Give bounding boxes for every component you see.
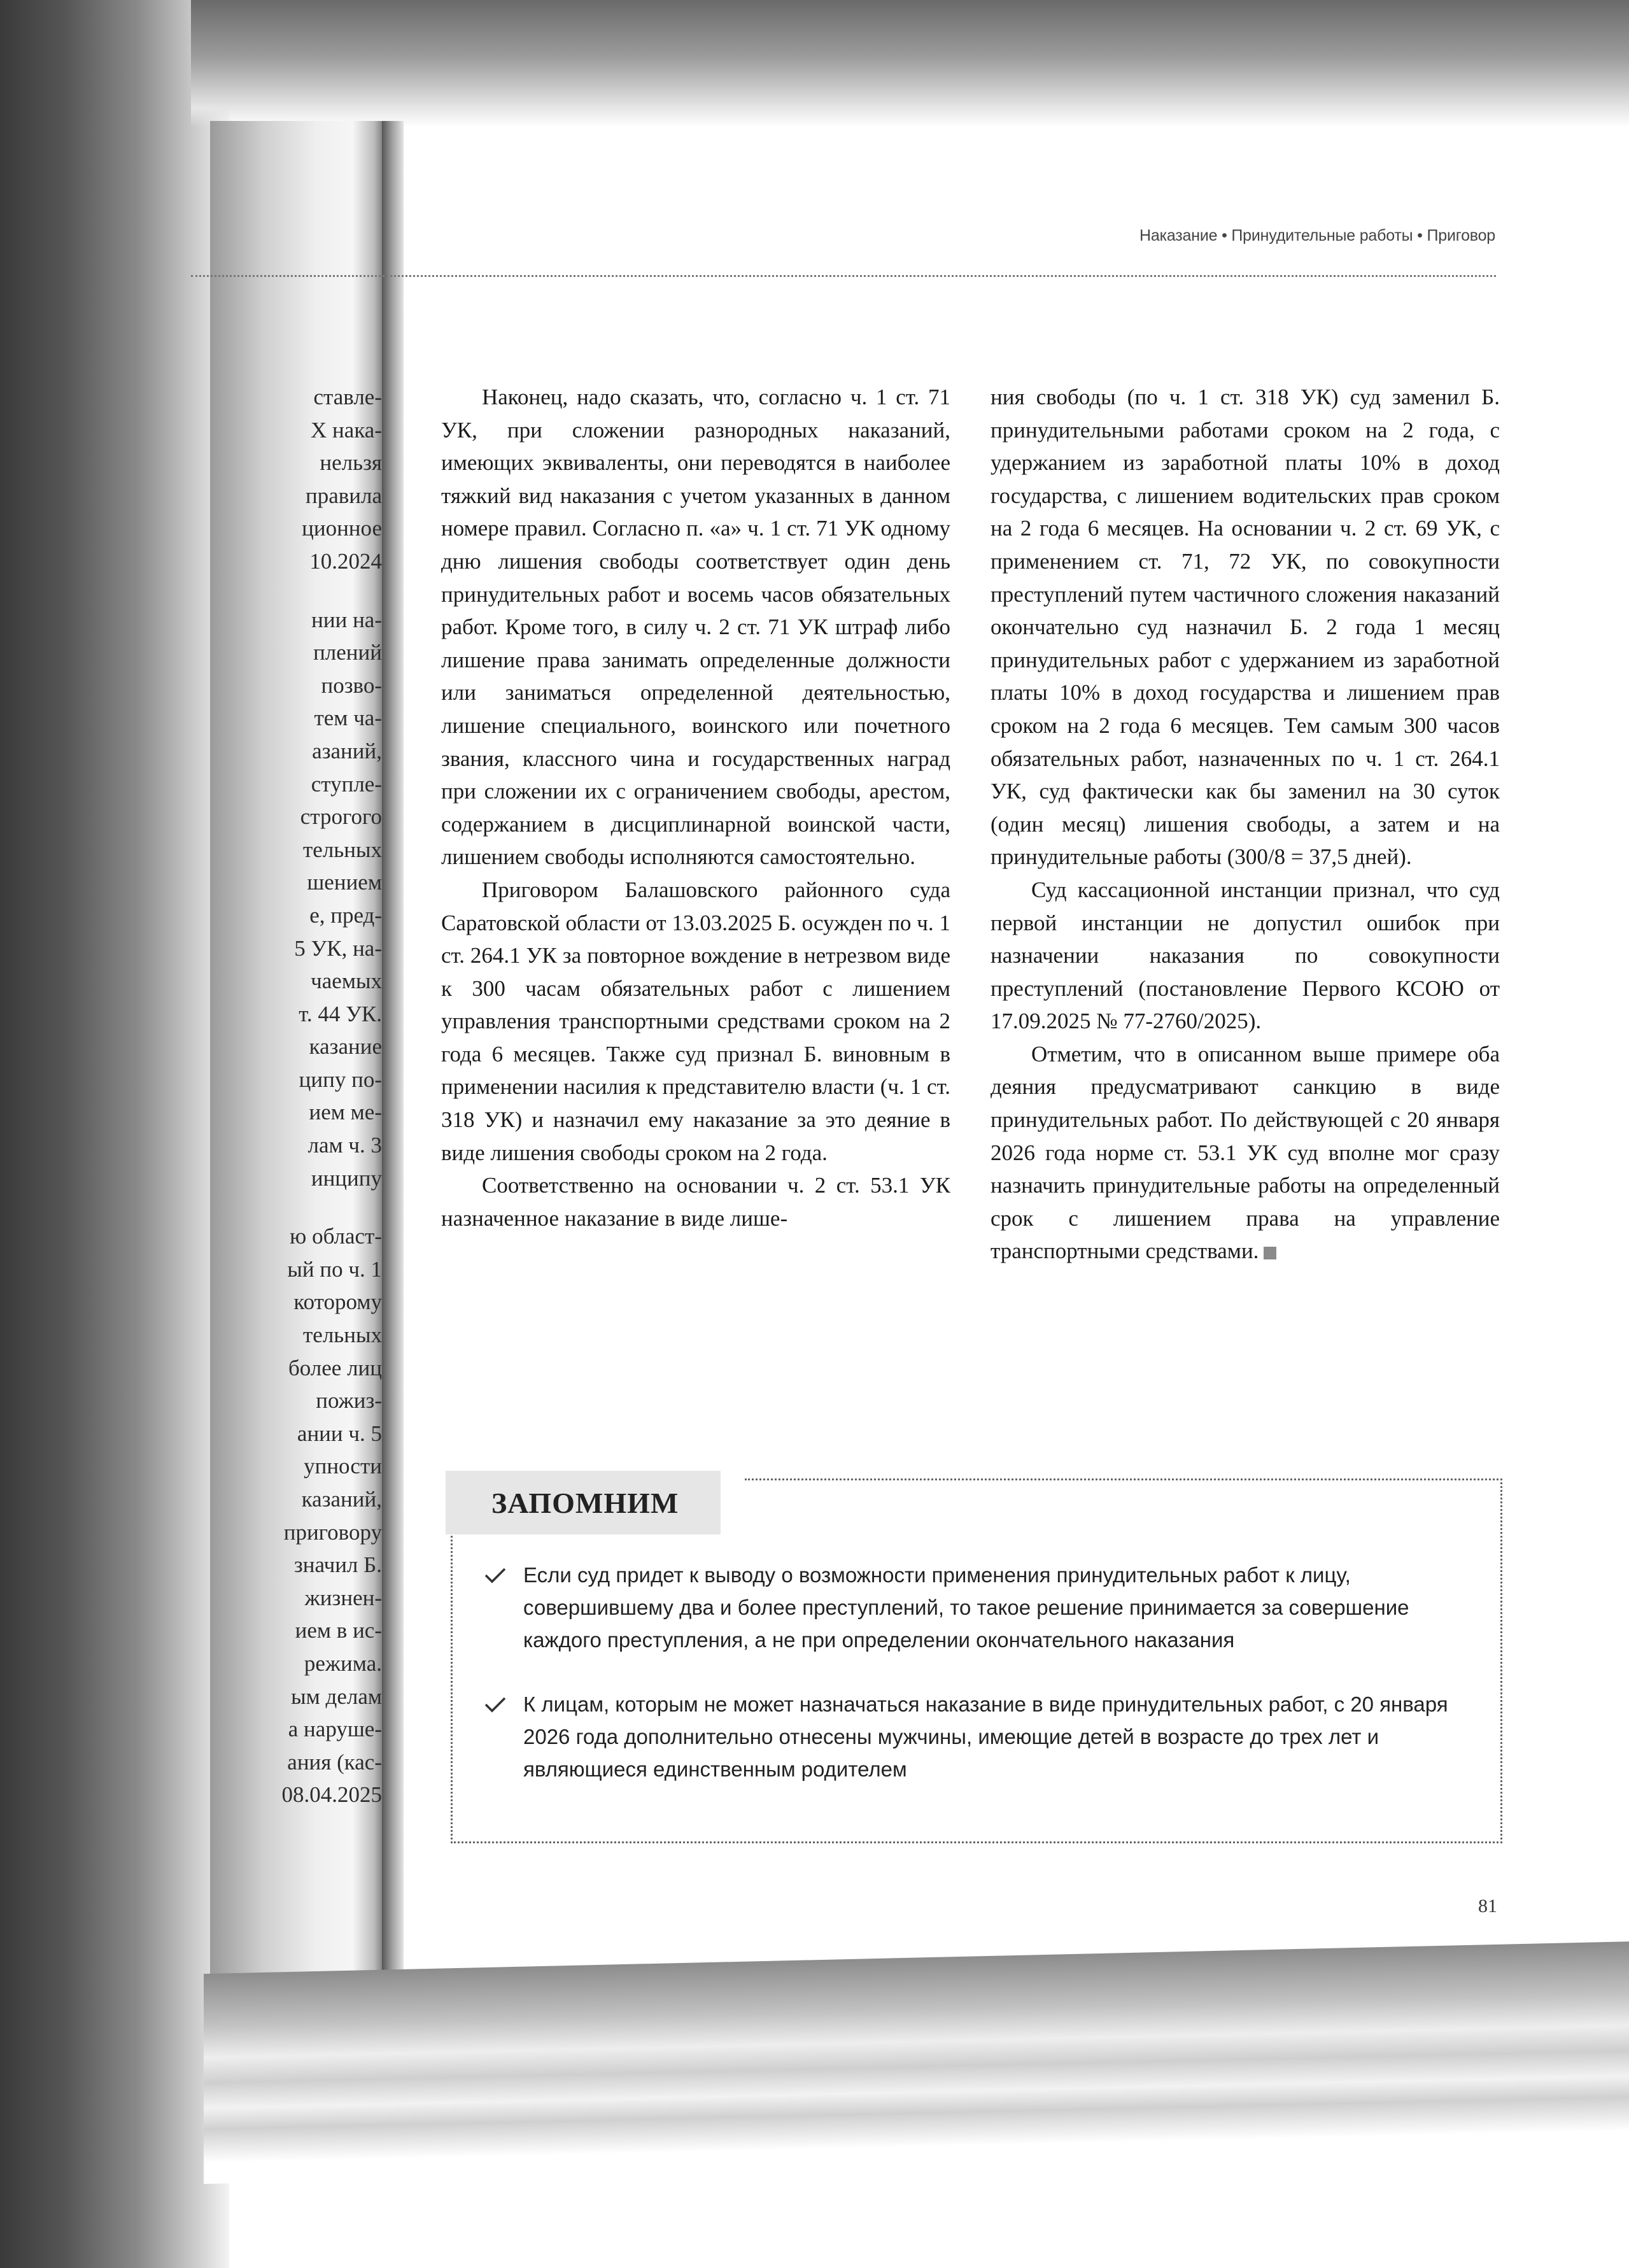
paragraph: Суд кассационной инстанции признал, что суд первой инстанции не допустил ошибок при назначении наказания по совокупности преступлений (постановление Первого КСОЮ от 17.09.2025 № 77-2760/2025). [991, 877, 1500, 1034]
callout-title: ЗАПОМНИМ [491, 1486, 679, 1519]
previous-page-line: упности [304, 1454, 382, 1479]
paragraph-text: Отметим, что в описанном выше примере оба деяния предусматривают санкцию в виде принудительных работ. По действующей с 20 января 2026 года норме ст. 53.1 УК суд вполне мог сразу назначить принудительные работы на определенный срок с лишением права на управление транспортными средствами. [991, 1041, 1500, 1264]
previous-page-line: е, пред- [309, 902, 382, 928]
previous-page-line: казаний, [301, 1487, 382, 1512]
book-gutter [382, 121, 404, 2006]
previous-page-line: значил Б. [293, 1552, 382, 1578]
previous-page-line: нии на- [311, 607, 382, 632]
previous-page-line: более лиц [288, 1355, 382, 1380]
previous-page-line: т. 44 УК. [299, 1001, 382, 1026]
previous-page-line: пожиз- [316, 1388, 382, 1414]
paragraph: Соответственно на основании ч. 2 ст. 53.1 УК назначенное наказание в виде лише- [441, 1173, 950, 1231]
previous-page-line: ый по ч. 1 [287, 1256, 382, 1282]
previous-page-line: ю област- [290, 1224, 382, 1249]
callout-item [484, 1559, 1464, 1656]
previous-page-line: тельных [302, 1322, 382, 1348]
previous-page-line: жизнен- [304, 1585, 382, 1610]
paragraph: Наконец, надо сказать, что, согласно ч. 1 ст. 71 УК, при сложении разнородных наказаний, имеющих эквиваленты, они переводятся в наиболее тяжкий вид наказания с учетом указанных в данном номере правил. Согласно п. «а» ч. 1 ст. 71 УК одному дню лишения свободы соответствует один день принудительных работ и восемь часов обязательных работ. Кроме того, в силу ч. 2 ст. 71 УК штраф либо лишение права занимать определенные должности или заниматься определенной деятельностью, лишение специального, воинского или почетного звания, классного чина и государственных наград при сложении их с ограничением свободы, арестом, содержанием в дисциплинарной воинской части, лишением свободы исполняются самостоятельно. [441, 385, 950, 870]
page-number: 81 [1478, 1896, 1497, 1917]
previous-page-line: тем ча- [314, 705, 382, 731]
previous-page-line: 10.2024 [309, 548, 382, 574]
previous-page-line: приговору [283, 1519, 382, 1545]
previous-page-gap [223, 578, 382, 604]
callout-item [484, 1688, 1464, 1785]
previous-page-line: ставле- [313, 385, 382, 409]
previous-page-line: ципу по- [299, 1067, 382, 1092]
header-rule [191, 275, 1496, 277]
previous-page-line: ания (кас- [287, 1749, 382, 1775]
running-head: Наказание • Принудительные работы • Приговор [1139, 227, 1495, 245]
previous-page-line: ием ме- [309, 1100, 382, 1125]
previous-page-line: чаемых [311, 968, 382, 994]
checkmark-icon [484, 1693, 507, 1716]
previous-page-line: 08.04.2025 [281, 1782, 382, 1808]
callout-list [484, 1559, 1464, 1817]
previous-page-gap [223, 1194, 382, 1220]
previous-page-line: а наруше- [288, 1717, 382, 1742]
paragraph: ния свободы (по ч. 1 ст. 318 УК) суд заменил Б. принудительными работами сроком на 2 года, с удержанием из заработной платы 10% в доход государства, с лишением водительских прав сроком на 2 года 6 месяцев. На основании ч. 2 ст. 69 УК, с применением ст. 71, 72 УК, по совокупности преступлений путем частичного сложения наказаний окончательно суд назначил Б. 2 года 1 месяц принудительных работ с удержанием из заработной платы 10% в доход государства и лишением прав сроком на 2 года 6 месяцев. Тем самым 300 часов обязательных работ, назначенных по ч. 1 ст. 264.1 УК, суд фактически как бы заменил на 30 суток (один месяц) лишения свободы, а затем и на принудительные работы (300/8 = 37,5 дней). [991, 385, 1500, 870]
previous-page-line: плений [313, 640, 382, 665]
previous-page-line: позво- [321, 672, 382, 698]
previous-page-line: 5 УК, на- [294, 935, 382, 961]
previous-page-line: правила [305, 483, 382, 508]
previous-page-line: ступле- [311, 771, 382, 797]
previous-page-line: казание [309, 1034, 382, 1060]
previous-page-line: шением [307, 870, 382, 895]
callout-item-text: К лицам, которым не может назначаться наказание в виде принудительных работ, с 20 января 2026 года дополнительно отнесены мужчины, имеющие детей в возрасте до трех лет и являющиеся единственным родителем [523, 1692, 1448, 1781]
previous-page-line: Х нака- [311, 417, 382, 443]
previous-page-text [223, 381, 382, 1811]
stacked-page-edges [204, 1941, 1629, 2184]
scan-shadow-left [0, 0, 229, 2268]
previous-page-line: лам ч. 3 [307, 1133, 382, 1158]
scan-shadow-top [191, 0, 1629, 127]
previous-page-line: режима. [304, 1650, 382, 1676]
text-column-left [441, 381, 950, 1235]
previous-page-line: ым делам [291, 1683, 382, 1709]
callout-item-text: Если суд придет к выводу о возможности применения принудительных работ к лицу, совершившему два и более преступлений, то такое решение принимается за совершение каждого преступления, а не при определении окончательного наказания [523, 1563, 1409, 1652]
previous-page-line: которому [293, 1289, 382, 1315]
callout-title-badge [446, 1471, 721, 1534]
previous-page-line: строгого [300, 804, 382, 830]
paragraph-last [991, 1038, 1500, 1268]
previous-page-line: ании ч. 5 [297, 1421, 382, 1446]
end-of-article-mark [1264, 1247, 1276, 1259]
previous-page-line: инципу [311, 1165, 382, 1191]
previous-page-line: азаний, [312, 738, 382, 763]
previous-page-line: тельных [302, 837, 382, 862]
previous-page-line: нельзя [320, 450, 382, 476]
previous-page-line: ием в ис- [295, 1618, 382, 1643]
text-column-right [991, 381, 1500, 1268]
previous-page-line: ционное [302, 516, 382, 541]
paragraph: Приговором Балашовского районного суда Саратовской области от 13.03.2025 Б. осужден по ч. 1 ст. 264.1 УК за повторное вождение в нетрезвом виде к 300 часам обязательных работ с лишением управления транспортными средствами сроком на 2 года 6 месяцев. Также суд признал Б. виновным в применении насилия к представителю власти (ч. 1 ст. 318 УК) и назначил ему наказание за это деяние в виде лишения свободы сроком на 2 года. [441, 877, 950, 1165]
checkmark-icon [484, 1564, 507, 1587]
